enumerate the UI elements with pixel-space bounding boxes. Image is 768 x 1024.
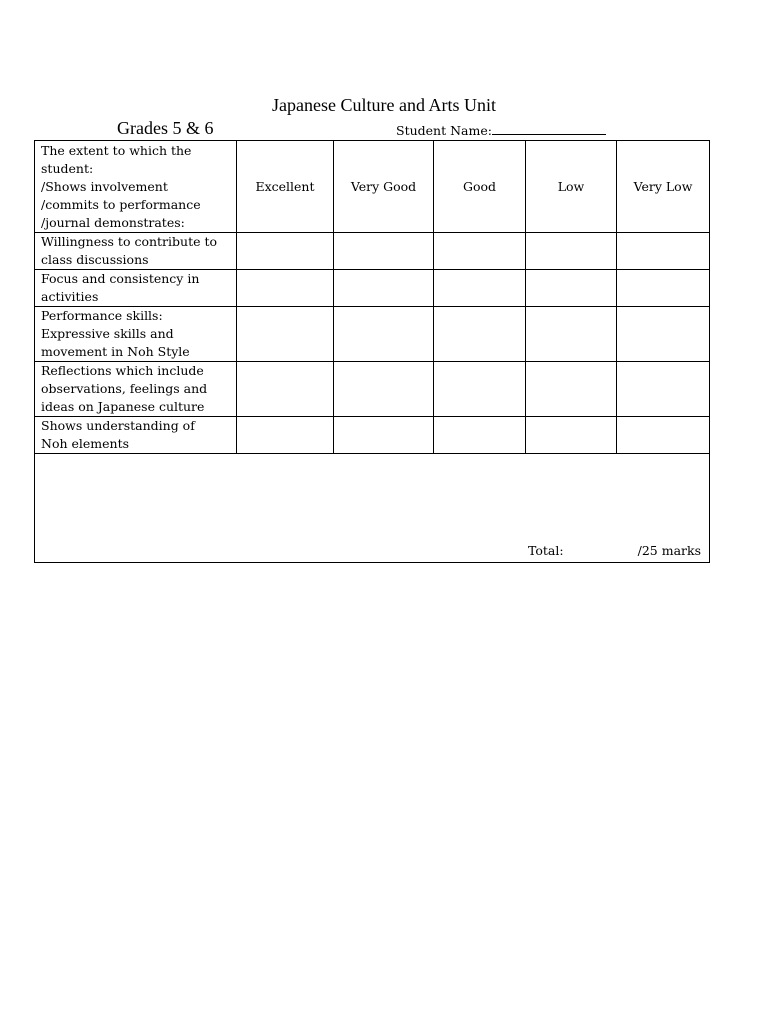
criteria-line: Noh elements: [41, 436, 130, 451]
rating-cell: [526, 307, 617, 362]
rating-cell: [526, 270, 617, 307]
rating-cell: [237, 362, 334, 417]
total-marks: /25 marks: [637, 543, 701, 558]
rating-cell: [237, 233, 334, 270]
student-name-label: Student Name:: [396, 123, 492, 138]
table-row: [35, 233, 710, 270]
criteria-cell: [35, 307, 237, 362]
rubric-table: [34, 140, 710, 563]
rating-cell: [434, 417, 526, 454]
rating-cell: [617, 417, 710, 454]
rating-cell: [334, 233, 434, 270]
rating-cell: [617, 362, 710, 417]
criteria-header-cell: [35, 141, 237, 233]
total-row: [35, 454, 710, 563]
rating-cell: [334, 307, 434, 362]
rating-cell: [617, 270, 710, 307]
rating-cell: [617, 233, 710, 270]
student-name-blank-line: [492, 122, 606, 135]
criteria-header-line: The extent to which the: [41, 143, 192, 158]
criteria-line: ideas on Japanese culture: [41, 399, 205, 414]
rating-cell: [434, 270, 526, 307]
criteria-cell: [35, 362, 237, 417]
criteria-line: Willingness to contribute to: [41, 234, 218, 249]
criteria-line: Performance skills:: [41, 308, 163, 323]
rating-cell: [237, 417, 334, 454]
criteria-cell: [35, 270, 237, 307]
grades-label: Grades 5 & 6: [117, 118, 214, 138]
rating-cell: [526, 362, 617, 417]
column-header-excellent: Excellent: [237, 141, 334, 233]
criteria-line: Expressive skills and: [41, 326, 174, 341]
criteria-header-line: /commits to performance: [41, 197, 201, 212]
column-header-very-low: Very Low: [617, 141, 710, 233]
table-row: [35, 270, 710, 307]
total-label: Total:: [528, 543, 564, 558]
criteria-line: Shows understanding of: [41, 418, 195, 433]
rating-cell: [617, 307, 710, 362]
criteria-header-line: student:: [41, 161, 94, 176]
criteria-line: Reflections which include: [41, 363, 204, 378]
table-row: [35, 307, 710, 362]
rating-cell: [334, 417, 434, 454]
rating-cell: [434, 307, 526, 362]
rating-cell: [237, 270, 334, 307]
rating-cell: [434, 233, 526, 270]
rating-cell: [434, 362, 526, 417]
rating-cell: [334, 362, 434, 417]
criteria-line: observations, feelings and: [41, 381, 208, 396]
table-row: [35, 417, 710, 454]
rubric-header-row: [35, 141, 710, 233]
table-row: [35, 362, 710, 417]
criteria-cell: [35, 233, 237, 270]
criteria-line: Focus and consistency in: [41, 271, 200, 286]
column-header-very-good: Very Good: [334, 141, 434, 233]
column-header-low: Low: [526, 141, 617, 233]
criteria-cell: [35, 417, 237, 454]
column-header-good: Good: [434, 141, 526, 233]
total-cell: [35, 454, 710, 563]
student-name-field: [396, 122, 606, 138]
document-title: Japanese Culture and Arts Unit: [272, 95, 496, 115]
rating-cell: [526, 233, 617, 270]
rating-cell: [334, 270, 434, 307]
criteria-line: class discussions: [41, 252, 149, 267]
criteria-header-line: /journal demonstrates:: [41, 215, 185, 230]
criteria-line: activities: [41, 289, 99, 304]
rating-cell: [526, 417, 617, 454]
criteria-header-line: /Shows involvement: [41, 179, 168, 194]
rating-cell: [237, 307, 334, 362]
criteria-line: movement in Noh Style: [41, 344, 190, 359]
